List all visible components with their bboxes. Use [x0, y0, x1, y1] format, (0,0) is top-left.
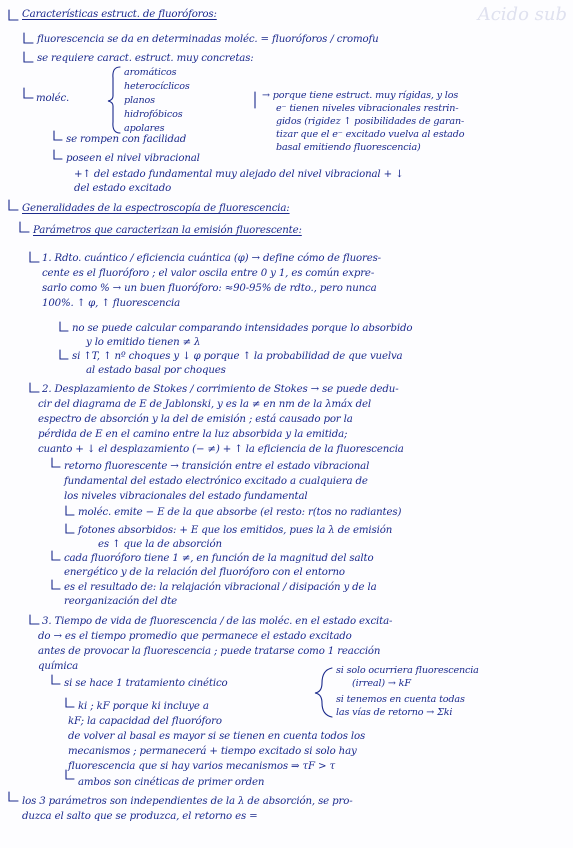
brace-icon — [315, 668, 332, 717]
note-line: fluorescencia se da en determinadas moléc. = fluoróforos / cromofu — [37, 34, 379, 45]
note-line: moléc. emite − E de la que absorbe (el resto: r(tos no radiantes) — [78, 507, 402, 518]
note-line: (irreal) → kF — [352, 678, 411, 689]
hook-arrow-icon — [9, 10, 18, 20]
hook-arrow-icon — [66, 506, 74, 515]
note-line: 3. Tiempo de vida de fluorescencia / de las moléc. en el estado excita- — [42, 616, 393, 627]
list-item: apolares — [124, 123, 165, 134]
note-line: fotones absorbidos: + E que los emitidos, pues la λ de emisión — [78, 525, 393, 536]
note-line: química — [38, 661, 78, 672]
list-item: aromáticos — [124, 67, 177, 78]
list-item: hidrofóbicos — [124, 109, 183, 120]
section-title-fluorophores: Características estruct. de fluoróforos: — [22, 9, 217, 20]
note-line: e⁻ tienen niveles vibracionales restrin- — [276, 103, 459, 114]
note-line: 1. Rdto. cuántico / eficiencia cuántica (φ) → define cómo de fluores- — [42, 253, 381, 264]
hook-arrow-icon — [24, 52, 33, 62]
note-line: si se hace 1 tratamiento cinético — [64, 678, 228, 689]
note-line: fluorescencia que si hay varios mecanismos ⇒ τF > τ — [68, 761, 335, 772]
note-line: cuanto + ↓ el desplazamiento (− ≠) + ↑ la eficiencia de la fluorescencia — [38, 444, 404, 455]
hook-arrow-icon — [66, 698, 74, 707]
note-line: ambos son cinéticas de primer orden — [78, 777, 265, 788]
note-line: no se puede calcular comparando intensidades porque lo absorbido — [72, 323, 413, 334]
note-line: → porque tiene estruct. muy rígidas, y los — [262, 90, 459, 101]
note-line: los niveles vibracionales del estado fundamental — [64, 491, 308, 502]
section-title-generalities: Generalidades de la espectroscopía de fluorescencia: — [22, 203, 290, 214]
note-line: del estado excitado — [74, 183, 172, 194]
note-line: poseen el nivel vibracional — [66, 153, 200, 164]
note-line: cir del diagrama de E de Jablonski, y es la ≠ en nm de la λmáx del — [38, 399, 371, 410]
hook-arrow-icon — [30, 383, 39, 392]
note-label-molec: moléc. — [36, 93, 70, 104]
bleed-through-text: Acido sub — [477, 4, 567, 25]
hook-arrow-icon — [24, 88, 33, 98]
hook-arrow-icon — [60, 350, 68, 359]
note-line: retorno fluorescente → transición entre el estado vibracional — [64, 461, 370, 472]
note-line: los 3 parámetros son independientes de la λ de absorción, se pro- — [22, 796, 353, 807]
hook-arrow-icon — [52, 551, 60, 560]
note-line: ki ; kF porque ki incluye a — [78, 701, 209, 712]
note-line: do → es el tiempo promedio que permanece el estado excitado — [38, 631, 352, 642]
note-line: pérdida de E en el camino entre la luz absorbida y la emitida; — [38, 429, 348, 440]
hook-arrow-icon — [9, 792, 18, 801]
note-line: las vías de retorno → Σki — [336, 707, 453, 718]
note-line: cente es el fluoróforo ; el valor oscila entre 0 y 1, es común expre- — [42, 268, 375, 279]
hook-arrow-icon — [52, 458, 60, 467]
note-line: si ↑T, ↑ nº choques y ↓ φ porque ↑ la probabilidad de que vuelva — [72, 351, 403, 362]
hook-arrow-icon — [20, 222, 29, 232]
note-line: 2. Desplazamiento de Stokes / corrimiento de Stokes → se puede dedu- — [42, 384, 399, 395]
note-line: es ↑ que la de absorción — [98, 539, 222, 550]
hook-arrow-icon — [54, 131, 62, 140]
note-line: espectro de absorción y la del de emisión ; está causado por la — [38, 414, 353, 425]
note-line: mecanismos ; permanecerá + tiempo excitado si solo hay — [68, 746, 357, 757]
note-line: se rompen con facilidad — [66, 134, 187, 145]
hook-arrow-icon — [9, 200, 18, 210]
note-line: y lo emitido tienen ≠ λ — [86, 337, 201, 348]
subsection-title-parameters: Parámetros que caracterizan la emisión fluorescente: — [33, 225, 302, 236]
hook-arrow-icon — [30, 252, 39, 262]
note-line: gidos (rigidez ↑ posibilidades de garan- — [276, 116, 465, 127]
hook-arrow-icon — [30, 615, 39, 624]
list-item: planos — [124, 95, 155, 106]
note-line: +↑ del estado fundamental muy alejado del nivel vibracional + ↓ — [74, 169, 404, 180]
note-line: si solo ocurriera fluorescencia — [336, 665, 479, 676]
note-line: basal emitiendo fluorescencia) — [276, 142, 421, 153]
hook-arrow-icon — [60, 322, 68, 331]
list-item: heterocíclicos — [124, 81, 190, 92]
note-line: tizar que el e⁻ excitado vuelva al estado — [276, 129, 465, 140]
hook-arrow-icon — [52, 675, 60, 684]
note-line: reorganización del dte — [64, 596, 178, 607]
note-line: sarlo como % → un buen fluoróforo: ≈90-95% de rdto., pero nunca — [42, 283, 377, 294]
note-line: antes de provocar la fluorescencia ; puede tratarse como 1 reacción — [38, 646, 381, 657]
note-line: energético y de la relación del fluoróforo con el entorno — [64, 567, 345, 578]
note-line: si tenemos en cuenta todas — [336, 694, 465, 705]
note-line: al estado basal por choques — [86, 365, 226, 376]
note-line: 100%. ↑ φ, ↑ fluorescencia — [42, 298, 181, 309]
hook-arrow-icon — [24, 33, 33, 43]
note-line: fundamental del estado electrónico excitado a cualquiera de — [64, 476, 368, 487]
note-line: kF; la capacidad del fluoróforo — [68, 716, 222, 727]
hook-arrow-icon — [52, 580, 60, 589]
note-line: cada fluoróforo tiene 1 ≠, en función de la magnitud del salto — [64, 553, 374, 564]
note-line: es el resultado de: la relajación vibracional / disipación y de la — [64, 582, 377, 593]
hook-arrow-icon — [66, 524, 74, 533]
hook-arrow-icon — [54, 150, 62, 159]
brace-icon — [108, 67, 120, 133]
note-line: se requiere caract. estruct. muy concretas: — [37, 53, 254, 64]
note-line: duzca el salto que se produzca, el retorno es = — [22, 811, 258, 822]
note-line: de volver al basal es mayor si se tienen en cuenta todos los — [68, 731, 366, 742]
